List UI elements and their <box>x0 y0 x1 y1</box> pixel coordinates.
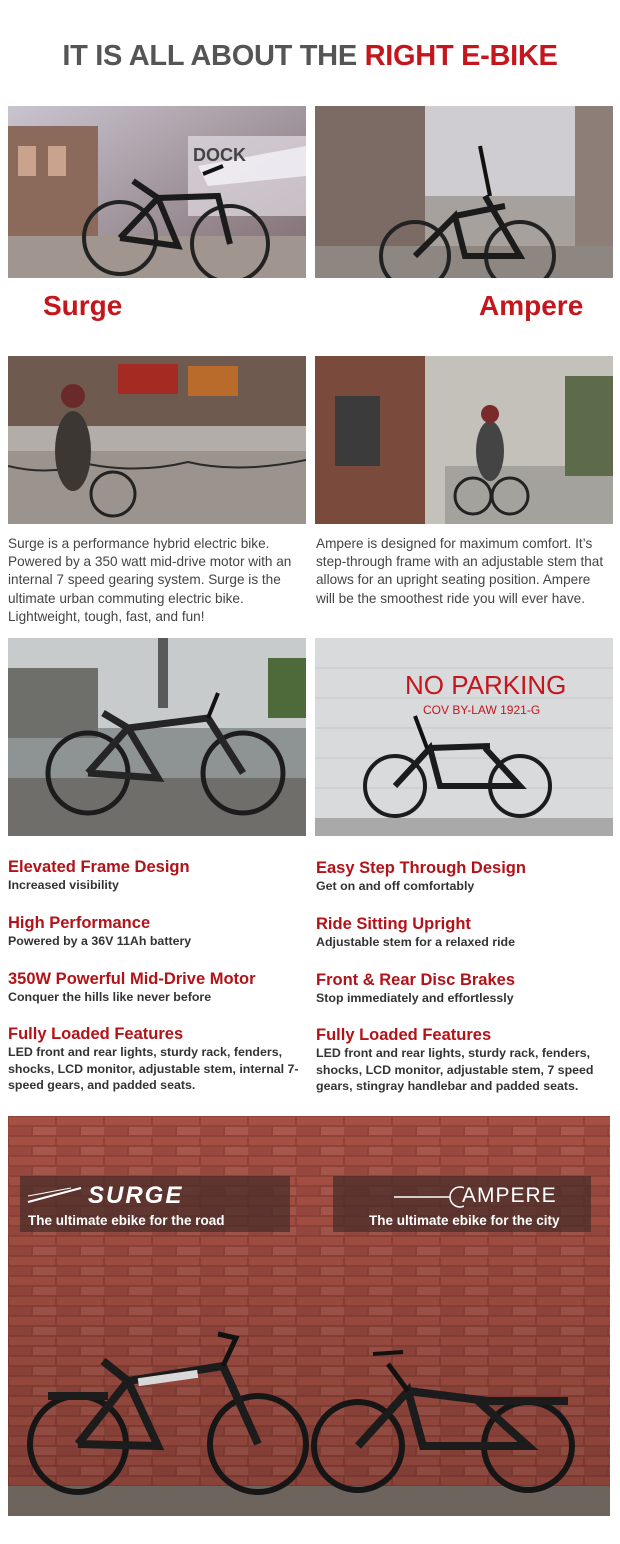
surge-logo: SURGE <box>88 1182 184 1209</box>
ampere-lifestyle-photo <box>315 356 613 524</box>
feature-desc: Powered by a 36V 11Ah battery <box>8 934 192 948</box>
surge-hero-photo <box>8 106 306 278</box>
ampere-feature-3 <box>316 970 616 1007</box>
page-title <box>0 40 620 73</box>
feature-title: Fully Loaded Features <box>316 1026 492 1044</box>
surge-feature-3 <box>8 969 308 1006</box>
feature-title: Ride Sitting Upright <box>316 915 471 933</box>
feature-desc: LED front and rear lights, sturdy rack, fenders, shocks, LCD monitor, adjustable stem, 7 speed gears, stingray handlebar and padded seats. <box>316 1046 594 1093</box>
surge-logo-swoosh-icon <box>26 1184 86 1206</box>
ampere-feature-2 <box>316 914 616 951</box>
feature-desc: LED front and rear lights, sturdy rack, fenders, shocks, LCD monitor, adjustable stem, internal 7-speed gears, and padded seats. <box>8 1045 299 1092</box>
ampere-logo: AMPERE <box>462 1184 557 1207</box>
feature-title: Easy Step Through Design <box>316 859 526 877</box>
headline-prefix: IT IS ALL ABOUT THE <box>62 40 365 72</box>
ampere-name: Ampere <box>479 290 584 321</box>
surge-description: Surge is a performance hybrid electric bike. Powered by a 350 watt mid-drive motor with an internal 7 speed gearing system. Surge is the ultimate urban commuting electric bike. Lightweight, tough, fast, and fun! <box>8 536 292 624</box>
ampere-product-photo <box>315 638 613 836</box>
surge-feature-2 <box>8 913 308 950</box>
feature-title: High Performance <box>8 914 151 932</box>
ampere-feature-4 <box>316 1025 614 1095</box>
feature-desc: Increased visibility <box>8 878 119 892</box>
surge-name: Surge <box>43 290 123 321</box>
ampere-logo-line-icon <box>394 1186 464 1208</box>
bylaw-text: COV BY-LAW 1921-G <box>423 703 541 717</box>
feature-desc: Stop immediately and effortlessly <box>316 991 514 1005</box>
headline-accent: RIGHT E-BIKE <box>364 40 558 72</box>
feature-title: Front & Rear Disc Brakes <box>316 971 515 989</box>
surge-product-photo <box>8 638 306 836</box>
dock-sign-text: DOCK <box>193 145 246 165</box>
feature-title: Elevated Frame Design <box>8 858 190 876</box>
surge-feature-1 <box>8 857 308 894</box>
ampere-description: Ampere is designed for maximum comfort. It’s step-through frame with an adjustable stem that allows for an upright seating position. Ampere will be the smoothest ride you will ever have. <box>316 536 604 606</box>
surge-lifestyle-photo <box>8 356 306 524</box>
ampere-tagline: The ultimate ebike for the city <box>369 1213 560 1228</box>
feature-desc: Adjustable stem for a relaxed ride <box>316 935 516 949</box>
feature-desc: Get on and off comfortably <box>316 879 475 893</box>
feature-desc: Conquer the hills like never before <box>8 990 212 1004</box>
ampere-feature-1 <box>316 858 616 895</box>
feature-title: Fully Loaded Features <box>8 1025 184 1043</box>
surge-feature-4 <box>8 1024 304 1094</box>
feature-title: 350W Powerful Mid-Drive Motor <box>8 970 256 988</box>
ampere-hero-photo <box>315 106 613 278</box>
surge-tagline: The ultimate ebike for the road <box>28 1213 225 1228</box>
no-parking-text: NO PARKING <box>405 670 567 700</box>
